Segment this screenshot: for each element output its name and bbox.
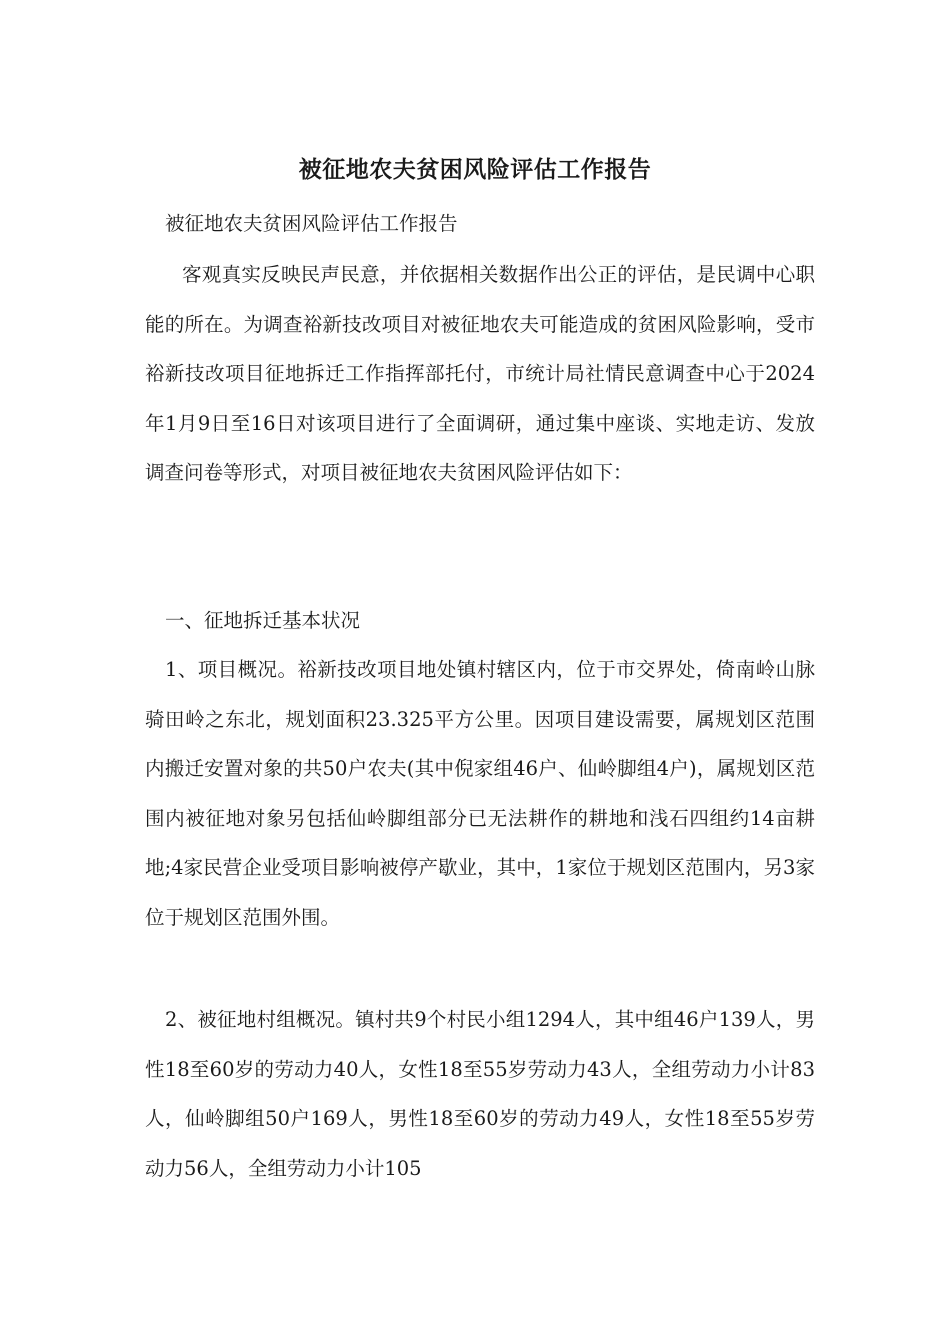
document-subtitle: 被征地农夫贫困风险评估工作报告 bbox=[165, 212, 458, 235]
village-overview-paragraph: 2、被征地村组概况。镇村共9个村民小组1294人，其中组46户139人，男性18至60岁的劳动力40人，女性18至55岁劳动力43人，全组劳动力小计83人，仙岭脚组50户169人，男性18至60岁的劳动力49人，女性18至55岁劳动力56人，全组劳动力小计105 bbox=[145, 1008, 815, 1180]
section-heading-basic-status: 一、征地拆迁基本状况 bbox=[165, 609, 361, 632]
intro-paragraph: 客观真实反映民声民意，并依据相关数据作出公正的评估，是民调中心职能的所在。为调查裕新技改项目对被征地农夫可能造成的贫困风险影响，受市裕新技改项目征地拆迁工作指挥部托付，市统计局社情民意调查中心于2024年1月9日至16日对该项目进行了全面调研，通过集中座谈、实地走访、发放调查问卷等形式，对项目被征地农夫贫困风险评估如下： bbox=[145, 263, 815, 484]
project-overview-paragraph: 1、项目概况。裕新技改项目地处镇村辖区内，位于市交界处，倚南岭山脉骑田岭之东北，规划面积23.325平方公里。因项目建设需要，属规划区范围内搬迁安置对象的共50户农夫(其中倪家组46户、仙岭脚组4户)，属规划区范围内被征地对象另包括仙岭脚组部分已无法耕作的耕地和浅石四组约14亩耕地;4家民营企业受项目影响被停产歇业，其中，1家位于规划区范围内，另3家位于规划区范围外围。 bbox=[145, 658, 815, 929]
document-title: 被征地农夫贫困风险评估工作报告 bbox=[298, 156, 652, 183]
